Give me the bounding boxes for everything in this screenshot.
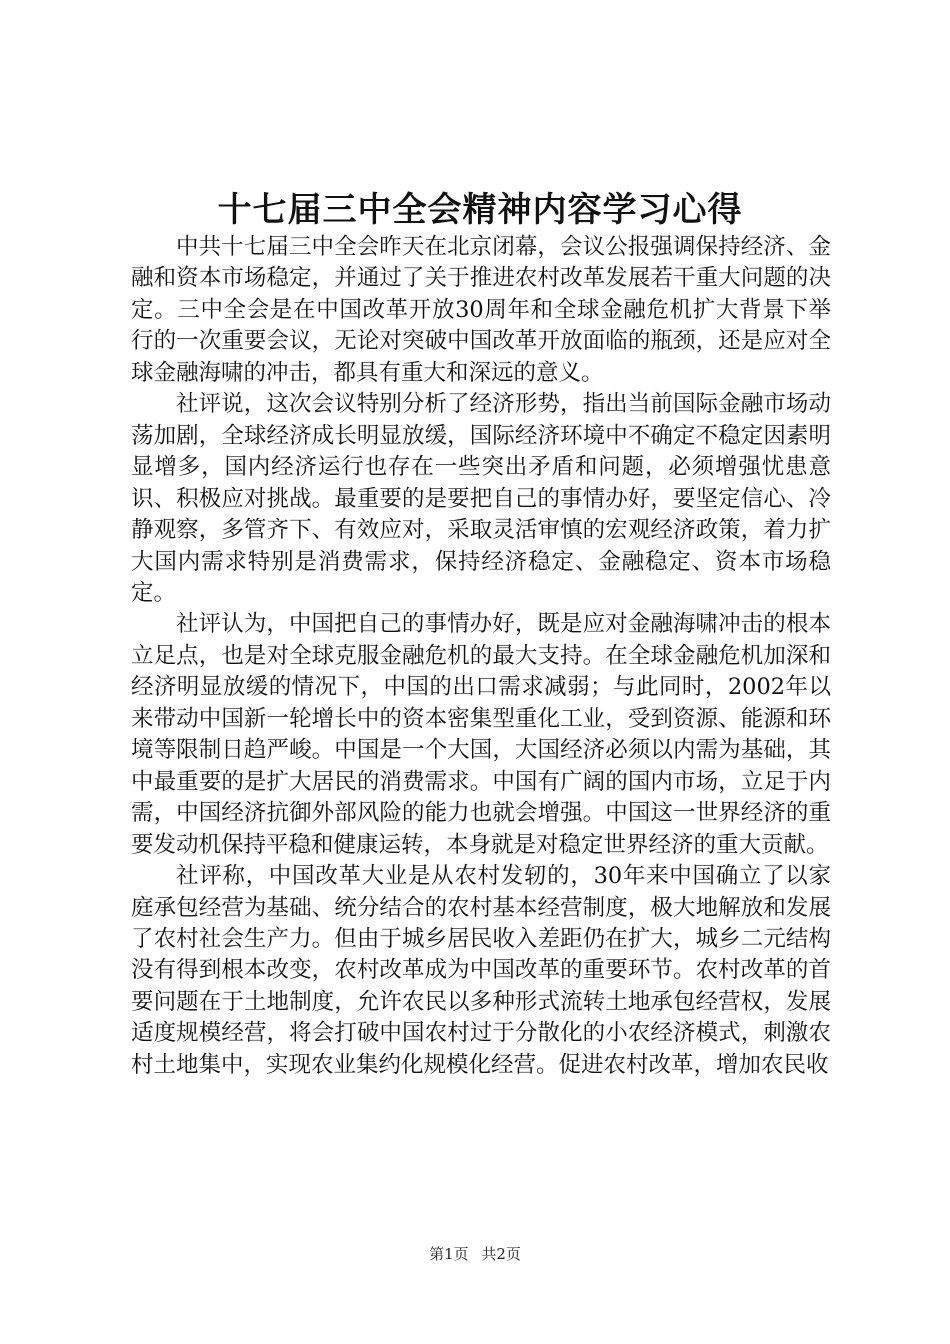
page-footer [0, 1244, 950, 1264]
paragraph-1: 中共十七届三中全会昨天在北京闭幕，会议公报强调保持经济、金融和资本市场稳定，并通过了关于推进农村改革发展若干重大问题的决定。三中全会是在中国改革开放30周年和全球金融危机扩大背景下举行的一次重要会议，无论对突破中国改革开放面临的瓶颈，还是应对全球金融海啸的冲击，都具有重大和深远的意义。 [131, 234, 831, 386]
paragraph-4: 社评称，中国改革大业是从农村发轫的，30年来中国确立了以家庭承包经营为基础、统分结合的农村基本经营制度，极大地解放和发展了农村社会生产力。但由于城乡居民收入差距仍在扩大，城乡二元结构没有得到根本改变，农村改革成为中国改革的重要环节。农村改革的首要问题在于土地制度，允许农民以多种形式流转土地承包经营权，发展适度规模经营，将会打破中国农村过于分散化的小农经济模式，刺激农村土地集中，实现农业集约化规模化经营。促进农村改革，增加农民收 [131, 863, 831, 1078]
paragraph-3: 社评认为，中国把自己的事情办好，既是应对金融海啸冲击的根本立足点，也是对全球克服金融危机的最大支持。在全球金融危机加深和经济明显放缓的情况下，中国的出口需求减弱；与此同时，2002年以来带动中国新一轮增长中的资本密集型重化工业，受到资源、能源和环境等限制日趋严峻。中国是一个大国，大国经济必须以内需为基础，其中最重要的是扩大居民的消费需求。中国有广阔的国内市场，立足于内需，中国经济抗御外部风险的能力也就会增强。中国这一世界经济的重要发动机保持平稳和健康运转，本身就是对稳定世界经济的重大贡献。 [131, 611, 831, 858]
document-title: 十七届三中全会精神内容学习心得 [217, 190, 743, 230]
page-number: 第1页 [429, 1245, 469, 1263]
paragraph-2: 社评说，这次会议特别分析了经济形势，指出当前国际金融市场动荡加剧，全球经济成长明显放缓，国际经济环境中不确定不稳定因素明显增多，国内经济运行也存在一些突出矛盾和问题，必须增强忧患意识、积极应对挑战。最重要的是要把自己的事情办好，要坚定信心、冷静观察，多管齐下、有效应对，采取灵活审慎的宏观经济政策，着力扩大国内需求特别是消费需求，保持经济稳定、金融稳定、资本市场稳定。 [131, 391, 831, 606]
document-body [131, 232, 831, 1081]
page-total: 共2页 [481, 1245, 521, 1263]
